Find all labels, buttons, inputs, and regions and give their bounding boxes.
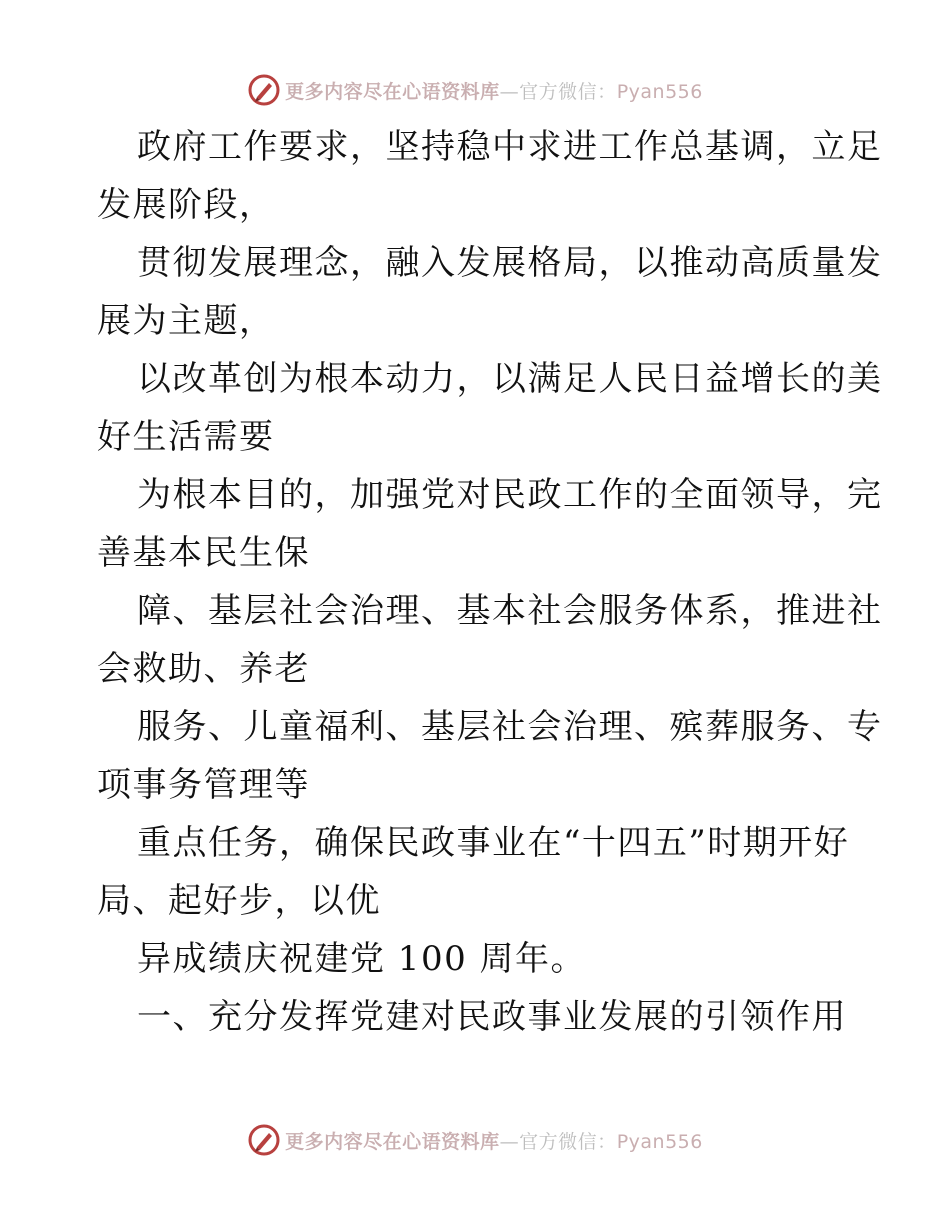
watermark-main-text: 更多内容尽在心语资料库	[285, 80, 500, 103]
paragraph-line: 会救助、养老	[97, 649, 310, 689]
paragraph-line: 异成绩庆祝建党 100 周年。	[137, 939, 587, 979]
paragraph-line: 服务、儿童福利、基层社会治理、殡葬服务、专	[137, 707, 883, 747]
watermark-dash: —	[499, 1130, 520, 1153]
paragraph-2	[97, 234, 883, 350]
pen-logo-icon	[247, 73, 281, 107]
paragraph-line: 重点任务，确保民政事业在“十四五”时期开好	[137, 823, 850, 863]
paragraph-3	[97, 350, 883, 466]
paragraph-line: 发展阶段，	[97, 185, 275, 225]
paragraph-line: 一、充分发挥党建对民政事业发展的引领作用	[137, 997, 847, 1037]
paragraph-line: 项事务管理等	[97, 765, 310, 805]
watermark-wechat-label: 官方微信：	[519, 1130, 617, 1153]
paragraph-7	[97, 814, 857, 930]
paragraph-line: 局、起好步，以优	[97, 881, 381, 921]
paragraph-5	[97, 582, 883, 698]
watermark-main-text: 更多内容尽在心语资料库	[285, 1130, 500, 1153]
pen-logo-icon	[247, 1123, 281, 1157]
header-watermark	[0, 70, 950, 110]
section-heading	[97, 988, 857, 1046]
paragraph-line: 为根本目的，加强党对民政工作的全面领导，完	[137, 475, 883, 515]
paragraph-line: 展为主题，	[97, 301, 275, 341]
paragraph-4	[97, 466, 883, 582]
paragraph-line: 政府工作要求，坚持稳中求进工作总基调，立足	[137, 127, 883, 167]
document-body	[97, 118, 883, 1046]
watermark-wechat-id: Pyan556	[616, 1130, 703, 1153]
paragraph-8	[97, 930, 857, 988]
paragraph-line: 贯彻发展理念，融入发展格局，以推动高质量发	[137, 243, 883, 283]
paragraph-line: 好生活需要	[97, 417, 275, 457]
watermark-wechat-id: Pyan556	[616, 80, 703, 103]
footer-watermark	[0, 1120, 950, 1160]
watermark-dash: —	[499, 80, 520, 103]
paragraph-line: 以改革创为根本动力，以满足人民日益增长的美	[137, 359, 883, 399]
paragraph-line: 善基本民生保	[97, 533, 310, 573]
paragraph-1	[97, 118, 883, 234]
paragraph-line: 障、基层社会治理、基本社会服务体系，推进社	[137, 591, 883, 631]
watermark-wechat-label: 官方微信：	[519, 80, 617, 103]
paragraph-6	[97, 698, 883, 814]
